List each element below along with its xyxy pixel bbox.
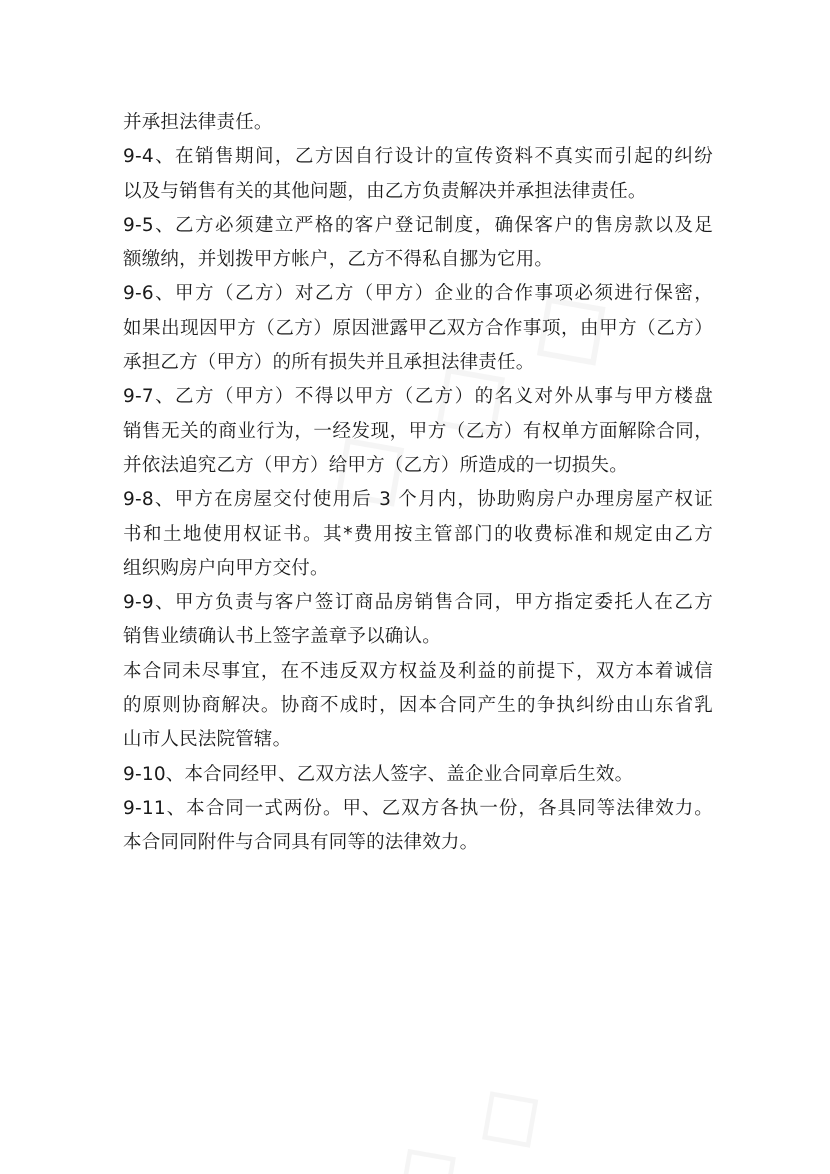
text-line: 以及与销售有关的其他问题，由乙方负责解决并承担法律责任。 [123, 180, 647, 202]
text-line: 9-4、在销售期间，乙方因自行设计的宣传资料不真实而引起的纠纷 [123, 146, 713, 168]
text-line: 额缴纳，并划拨甲方帐户，乙方不得私自挪为它用。 [123, 249, 554, 271]
text-line: 组织购房户向甲方交付。 [123, 557, 329, 579]
watermark [365, 1051, 564, 1174]
paragraph-remaining [123, 655, 713, 758]
paragraph-9-8 [123, 483, 713, 586]
text-line: 并承担法律责任。 [123, 112, 273, 133]
text-line: 9-5、乙方必须建立严格的客户登记制度，确保客户的售房款以及足 [123, 214, 713, 236]
text-line: 销售无关的商业行为，一经发现，甲方（乙方）有权单方面解除合同， [123, 420, 713, 442]
text-line: 9-7、乙方（甲方）不得以甲方（乙方）的名义对外从事与甲方楼盘 [123, 386, 713, 408]
text-line: 9-6、甲方（乙方）对乙方（甲方）企业的合作事项必须进行保密， [123, 283, 713, 305]
paragraph-9-9 [123, 586, 713, 655]
text-line: 本合同未尽事宜，在不违反双方权益及利益的前提下，双方本着诚信 [123, 660, 713, 682]
paragraph-9-5 [123, 209, 713, 278]
text-line: 9-11、本合同一式两份。甲、乙双方各执一份，各具同等法律效力。 [123, 797, 713, 819]
text-line: 的原则协商解决。协商不成时，因本合同产生的争执纠纷由山东省乳 [123, 695, 713, 717]
document-body [123, 106, 713, 861]
text-line: 承担乙方（甲方）的所有损失并且承担法律责任。 [123, 352, 535, 374]
text-line: 9-8、甲方在房屋交付使用后 3 个月内，协助购房户办理房屋产权证 [123, 489, 713, 511]
paragraph-9-6 [123, 277, 713, 380]
paragraph-9-4 [123, 140, 713, 209]
paragraph-cont [123, 106, 713, 140]
text-line: 并依法追究乙方（甲方）给甲方（乙方）所造成的一切损失。 [123, 454, 628, 476]
text-line: 9-10、本合同经甲、乙双方法人签字、盖企业合同章后生效。 [123, 763, 634, 785]
text-line: 销售业绩确认书上签字盖章予以确认。 [123, 626, 441, 648]
text-line: 9-9、甲方负责与客户签订商品房销售合同，甲方指定委托人在乙方 [123, 592, 713, 614]
text-line: 山市人民法院管辖。 [123, 729, 292, 751]
paragraph-9-10 [123, 758, 713, 792]
text-line: 书和土地使用权证书。其*费用按主管部门的收费标准和规定由乙方 [123, 523, 713, 545]
paragraph-9-11 [123, 792, 713, 861]
paragraph-9-7 [123, 380, 713, 483]
text-line: 如果出现因甲方（乙方）原因泄露甲乙双方合作事项，由甲方（乙方） [123, 317, 713, 339]
text-line: 本合同同附件与合同具有同等的法律效力。 [123, 832, 479, 854]
